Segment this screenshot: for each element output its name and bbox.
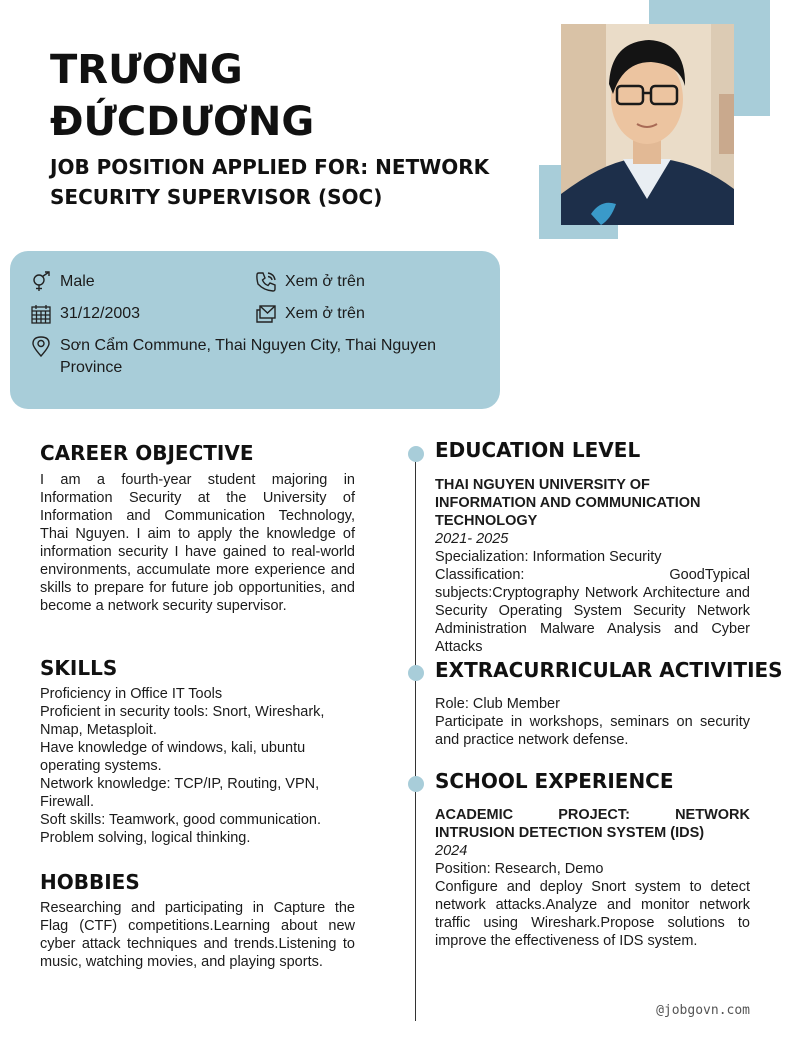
address-item: [30, 335, 470, 379]
school-name: THAI NGUYEN UNIVERSITY OF INFORMATION AND COMMUNICATION TECHNOLOGY: [435, 477, 701, 529]
gender-value: Male: [60, 273, 95, 290]
career-objective-title: CAREER OBJECTIVE: [40, 441, 254, 465]
education-block: [435, 476, 750, 656]
project-year: 2024: [435, 843, 468, 859]
timeline-dot: [408, 446, 424, 462]
school-experience-block: [435, 806, 750, 950]
phone-value: Xem ở trên: [285, 273, 365, 290]
name-line-2: ĐỨCDƯƠNG: [50, 99, 315, 145]
skill-item: Problem solving, logical thinking.: [40, 830, 251, 846]
address-value: Sơn Cẩm Commune, Thai Nguyen City, Thai Nguyen Province: [60, 337, 436, 376]
location-pin-icon: [30, 335, 52, 357]
project-text: Configure and deploy Snort system to detect network attacks.Analyze and monitor network traffic using Wireshark.Propose solutions to improve the effectiveness of IDS system.: [435, 879, 750, 949]
timeline-line: [415, 455, 416, 1021]
candidate-name: [50, 44, 510, 148]
hobbies-title: HOBBIES: [40, 870, 140, 894]
watermark: @jobgovn.com: [656, 1003, 750, 1018]
extracurricular-block: [435, 695, 750, 749]
club-role: Role: Club Member: [435, 696, 560, 712]
specialization: Specialization: Information Security: [435, 549, 662, 565]
name-line-1: TRƯƠNG: [50, 47, 243, 93]
extracurricular-title: EXTRACURRICULAR ACTIVITIES: [435, 658, 783, 682]
email-icon: [255, 303, 277, 325]
education-details: Classification: GoodTypical subjects:Cryptography Network Architecture and Security Operating System Security Network Administration Malware Analysis and Cyber Attacks: [435, 567, 750, 655]
skill-item: Proficiency in Office IT Tools: [40, 686, 223, 702]
timeline-dot: [408, 776, 424, 792]
project-position: Position: Research, Demo: [435, 861, 604, 877]
email-item: [255, 303, 365, 325]
phone-icon: [255, 271, 277, 293]
skill-item: Soft skills: Teamwork, good communication.: [40, 812, 321, 828]
education-title: EDUCATION LEVEL: [435, 438, 641, 462]
extracurricular-text: Participate in workshops, seminars on security and practice network defense.: [435, 714, 750, 748]
birthdate-item: [30, 303, 140, 325]
calendar-icon: [30, 303, 52, 325]
skill-item: Proficient in security tools: Snort, Wireshark, Nmap, Metasploit.: [40, 704, 325, 738]
skill-item: Have knowledge of windows, kali, ubuntu operating systems.: [40, 740, 306, 774]
portrait-illustration: [561, 24, 734, 225]
gender-icon: [30, 271, 52, 293]
education-years: 2021- 2025: [435, 531, 509, 547]
birthdate-value: 31/12/2003: [60, 305, 141, 322]
career-objective-text: I am a fourth-year student majoring in Information Security at the University of Information and Communication Technology, Thai Nguyen. I aim to apply the knowledge of information security I have gained to real-world environments, accumulate more experience and skills to prepare for future job opportunities, and become a network security supervisor.: [40, 472, 355, 614]
job-position: JOB POSITION APPLIED FOR: NETWORK SECURITY SUPERVISOR (SOC): [50, 155, 490, 209]
project-title: ACADEMIC PROJECT: NETWORK INTRUSION DETECTION SYSTEM (IDS): [435, 807, 750, 841]
school-experience-title: SCHOOL EXPERIENCE: [435, 769, 674, 793]
skill-item: Network knowledge: TCP/IP, Routing, VPN, Firewall.: [40, 776, 320, 810]
skills-title: SKILLS: [40, 656, 118, 680]
skills-list: [40, 685, 355, 847]
profile-photo: [561, 24, 734, 225]
phone-item: [255, 271, 365, 293]
gender-item: [30, 271, 95, 293]
hobbies-text: Researching and participating in Capture the Flag (CTF) competitions.Learning about new cyber attack techniques and trends.Listening to music, watching movies, and playing sports.: [40, 900, 355, 970]
email-value: Xem ở trên: [285, 305, 365, 322]
timeline-dot: [408, 665, 424, 681]
